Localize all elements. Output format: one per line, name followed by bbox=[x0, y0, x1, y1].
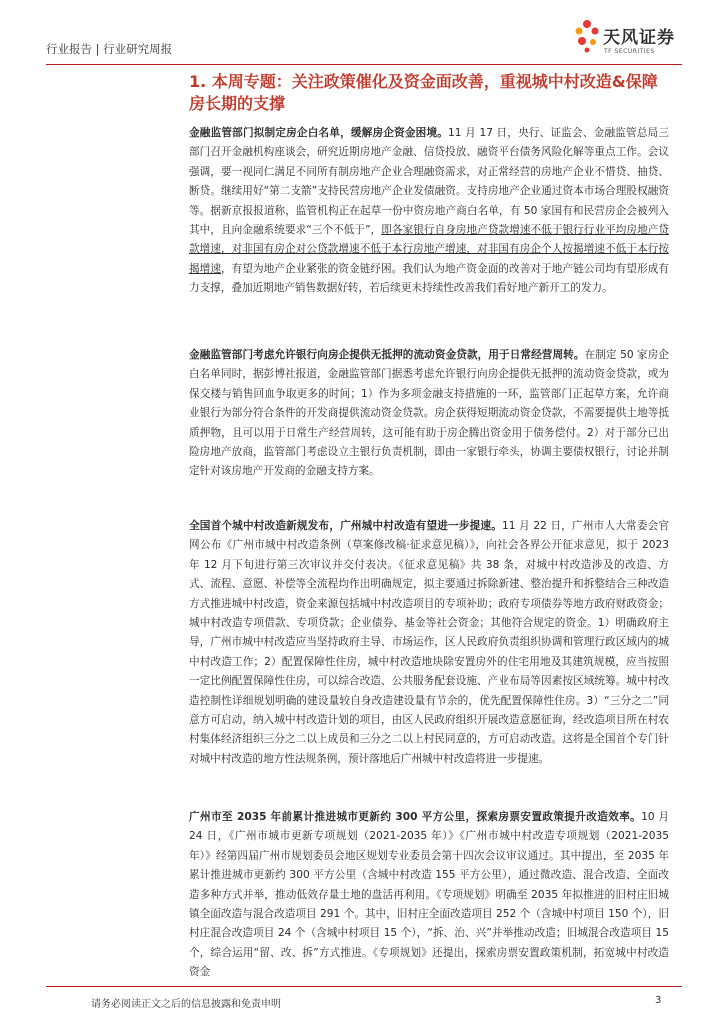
report-type: 行业报告 | 行业研究周报 bbox=[46, 42, 173, 56]
logo-text-en: TF SECURITIES bbox=[604, 48, 655, 55]
page-number: 3 bbox=[655, 995, 662, 1006]
paragraph-guangzhou-renewal-plan bbox=[189, 808, 669, 983]
footer-divider bbox=[46, 986, 682, 987]
tf-securities-logo bbox=[573, 16, 693, 60]
paragraph-text: 11 月 22 日，广州市人大常委会官网公布《广州市城中村改造条例（草案修改稿·征求意见稿）》，向社会各界公开征求意见，拟于 2023 年 12 月下旬进行第三次审议并交付表决。《征求意见稿》共 38 条，对城中村改造涉及的改造、方式、流程、意愿、补偿等全流程均作出明确规定，拟主要通过拆除新建、整治提升和拆整结合三种改造方式推进城中村改造，资金来源包括城中村改造项目的专项补助；政府专项债券等地方政府财政资金；城中村改造专项借款、专项贷款；企业债券、基金等社会资金；其他符合规定的资金。1）明确政府主导，广州市城中村改造应当坚持政府主导、市场运作，区人民政府负责组织协调和管理行政区域内的城中村改造工作；2）配置保障性住房，城中村改造地块除安置房外的住宅用地及其建筑规模，应当按照一定比例配置保障性住房，可以综合改造、公共服务配套设施、产业布局等因素按区域统筹。城中村改造控制性详细规划明确的建设量较自身改造建设量有节余的，优先配置保障性住房。3）“三分之二”同意方可启动，纳入城中村改造计划的项目，由区人民政府组织开展改造意愿征询，经改造项目所在村农村集体经济组织三分之二以上成员和三分之二以上村民同意的，方可启动改造。这将是全国首个专门针对城中村改造的地方性法规条例，预计落地后广州城中村改造将进一步提速。 bbox=[189, 520, 670, 765]
paragraph-working-capital-loans bbox=[189, 346, 669, 482]
paragraph-lead: 金融监管部门考虑允许银行向房企提供无抵押的流动资金贷款，用于日常经营周转。 bbox=[189, 349, 585, 361]
paragraph-lead: 全国首个城中村改造新规发布，广州城中村改造有望进一步提速。 bbox=[189, 520, 503, 532]
flower-logo-icon bbox=[573, 16, 601, 56]
paragraph-whitelist bbox=[189, 124, 669, 299]
logo-text-cn: 天风证券 bbox=[603, 28, 675, 48]
paragraph-text: 在制定 50 家房企白名单同时，据彭博社报道，金融监管部门据悉考虑允许银行向房企提供无抵押的流动资金贷款，或为保交楼与销售回血争取更多的时间；1）作为多项金融支持措施的一环，监管部门正起草方案，允许商业银行为部分符合条件的开发商提供流动资金贷款。房企获得短期流动资金贷款，不需要提供土地等抵质押物，且可以用于日常生产经营周转，这可能有助于房企腾出资金用于债务偿付。2）对于部分已出险房地产放商，监管部门考虑设立主银行负责机制，即由一家银行牵头，协调主要债权银行，讨论并制定针对该房地产开发商的金融支持方案。 bbox=[189, 349, 670, 478]
disclaimer-text: 请务必阅读正文之后的信息披露和免责申明 bbox=[91, 999, 281, 1010]
paragraph-lead: 金融监管部门拟制定房企白名单，缓解房企资金困境。 bbox=[189, 127, 449, 139]
paragraph-text: 11 月 17 日，央行、证监会、金融监管总局三部门召开金融机构座谈会，研究近期房地产金融、信贷投放、融资平台债务风险化解等重点工作。会议强调，要一视同仁满足不同所有制房地产企业合理融资需求，对正常经营的房地产企业不惜贷、抽贷、断贷。继续用好“第二支箭”支持民营房地产企业发债融资。支持房地产企业通过资本市场合理股权融资等。据新京报报道称，监管机构正在起草一份中资房地产商白名单，有 50 家国有和民营房企会被列入其中，且向金融系统要求“三个不低于”， bbox=[189, 127, 669, 237]
paragraph-urban-village-regulation bbox=[189, 517, 669, 769]
paragraph-text: ，有望为地产企业紧张的资金链纾困。我们认为地产资金面的改善对于地产链公司均有望形成有力支撑，叠加近期地产销售数据好转，若后续更未持续性改善我们看好地产新开工的发力。 bbox=[189, 262, 670, 295]
paragraph-underlined-text: 即各家银行自身房地产贷款增速不低于银行行业平均房地产贷款增速，对非国有房企对公贷款增速不低于本行房地产增速，对非国有房企个人按揭增速不低于本行按揭增速 bbox=[189, 224, 669, 275]
paragraph-text: 10 月 24 日，《广州市城市更新专项规划（2021-2035 年）》《广州市城中村改造专项规划（2021-2035 年）》经第四届广州市规划委员会地区规划专业委员会第十四次会议审议通过。其中提出，至 2035 年累计推进城市更新约 300 平方公里（含城中村改造 155 平方公里），通过微改造、混合改造、全面改造多种方式并举，推动低效存量土地的盘活再利用。《专项规划》明确至 2035 年拟推进的旧村庄旧城镇全面改造与混合改造项目 291 个。其中，旧村庄全面改造项目 252 个（含城中村项目 150 个），旧村庄混合改造项目 24 个（含城中村项目 15 个），“拆、治、兴”并举推动改造；旧城混合改造项目 15 个，综合运用“留、改、拆”方式推进。《专项规划》还提出，探索房票安置政策机制，拓宽城中村改造资金 bbox=[189, 811, 669, 979]
header-divider bbox=[46, 64, 682, 65]
section-title: 1. 本周专题：关注政策催化及资金面改善，重视城中村改造&保障房长期的支撑 bbox=[189, 72, 658, 113]
paragraph-lead: 广州市至 2035 年前累计推进城市更新约 300 平方公里，探索房票安置政策提升改造效率。 bbox=[189, 811, 642, 823]
